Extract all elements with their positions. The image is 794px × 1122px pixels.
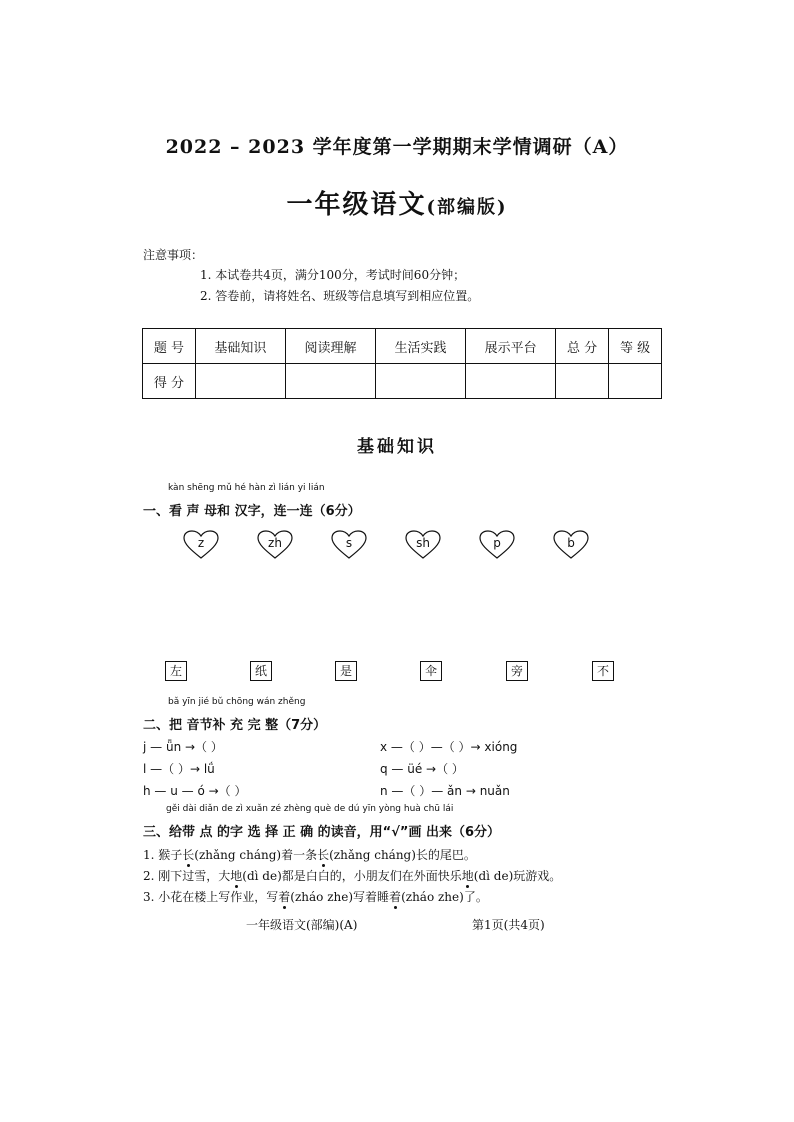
sentence-text: 3. 小花在楼上写作业，写	[143, 890, 279, 904]
heart-initial[interactable]	[553, 530, 589, 560]
section-title: 基础知识	[357, 437, 437, 457]
footer-page: 第1页(共4页)	[472, 918, 545, 932]
heart-initial[interactable]	[183, 530, 219, 560]
sentence-text: 2. 刚下过雪，大	[143, 869, 231, 883]
q2-pinyin: bǎ yīn jié bǔ chōng wán zhěng	[168, 697, 306, 707]
heart-label: p	[493, 536, 501, 550]
score-input[interactable]	[285, 364, 375, 399]
q2-item[interactable]: q — üé →（ ）	[380, 762, 464, 776]
q3-sentence-2[interactable]	[143, 867, 561, 884]
score-input[interactable]	[609, 364, 662, 399]
q2-item[interactable]: x —（ ）—（ ）→ xióng	[380, 740, 518, 754]
char-box[interactable]: 是	[335, 661, 357, 681]
q1-pinyin: kàn shēng mǔ hé hàn zì lián yi lián	[168, 483, 325, 493]
sentence-text: (zháo zhe)写着睡	[290, 890, 390, 904]
sentence-text: (zhǎng cháng)着一条	[194, 848, 318, 862]
sentence-text: 1. 猴子	[143, 848, 183, 862]
sentence-text: (dì de)玩游戏。	[473, 869, 562, 883]
dotted-char: 长	[182, 848, 195, 862]
q2-item[interactable]: n —（ ）— ǎn → nuǎn	[380, 784, 510, 798]
char-box[interactable]: 不	[592, 661, 614, 681]
q3-sentence-3[interactable]	[143, 888, 488, 905]
sentence-text: (dì de)都是白白的，小朋友们在外面快乐	[242, 869, 462, 883]
q2-item[interactable]: j — ǖn →（ ）	[143, 740, 223, 754]
char-box[interactable]: 伞	[420, 661, 442, 681]
cell-basic: 基础知识	[195, 329, 285, 364]
char-box[interactable]: 旁	[506, 661, 528, 681]
heart-initial[interactable]	[257, 530, 293, 560]
char-box[interactable]: 左	[165, 661, 187, 681]
score-table-score-row	[143, 364, 662, 399]
dotted-char: 地	[461, 869, 474, 883]
exam-subtitle	[0, 184, 794, 221]
footer-subject: 一年级语文(部编)(A)	[246, 918, 358, 932]
notice-heading: 注意事项：	[143, 248, 204, 262]
q2-item[interactable]: h — u — ó →（ ）	[143, 784, 247, 798]
score-input[interactable]	[466, 364, 556, 399]
cell-total: 总 分	[556, 329, 609, 364]
char-box[interactable]: 纸	[250, 661, 272, 681]
heart-initial[interactable]	[331, 530, 367, 560]
sentence-text: (zháo zhe)了。	[401, 890, 488, 904]
cell-practice: 生活实践	[376, 329, 466, 364]
heart-label: zh	[268, 536, 282, 550]
q3-pinyin: gěi dài diǎn de zì xuǎn zé zhèng què de dú yīn yòng huà chū lái	[166, 804, 454, 814]
score-table-header-row	[143, 329, 662, 364]
score-input[interactable]	[376, 364, 466, 399]
notice-item-1: 1. 本试卷共4页，满分100分，考试时间60分钟；	[200, 268, 466, 282]
notice-item-2: 2. 答卷前，请将姓名、班级等信息填写到相应位置。	[200, 289, 480, 303]
q2-item[interactable]: l —（ ）→ lǘ	[143, 762, 215, 776]
q1-title: 一、看 声 母和 汉字，连一连（6分）	[143, 504, 361, 519]
dotted-char: 着	[389, 890, 402, 904]
cell-score-label: 得 分	[143, 364, 196, 399]
heart-label: sh	[416, 536, 430, 550]
score-table	[142, 328, 662, 399]
score-input[interactable]	[195, 364, 285, 399]
q2-title: 二、把 音节补 充 完 整（7分）	[143, 718, 327, 733]
heart-label: z	[197, 536, 205, 550]
heart-initial[interactable]	[479, 530, 515, 560]
dotted-char: 长	[317, 848, 330, 862]
heart-label: s	[345, 536, 353, 550]
cell-reading: 阅读理解	[285, 329, 375, 364]
cell-label: 题 号	[143, 329, 196, 364]
subtitle-edition: (部编版)	[426, 197, 508, 218]
heart-label: b	[567, 536, 575, 550]
q3-title: 三、给带 点 的字 选 择 正 确 的读音，用“√”画 出来（6分）	[143, 825, 501, 840]
score-input[interactable]	[556, 364, 609, 399]
dotted-char: 地	[230, 869, 243, 883]
sentence-text: (zhǎng cháng)长的尾巴。	[329, 848, 476, 862]
heart-initial[interactable]	[405, 530, 441, 560]
cell-display: 展示平台	[466, 329, 556, 364]
q3-sentence-1[interactable]	[143, 846, 476, 863]
subtitle-main: 一年级语文	[286, 190, 427, 220]
exam-title: 2022 – 2023 学年度第一学期期末学情调研（A）	[165, 136, 629, 158]
dotted-char: 着	[278, 890, 291, 904]
cell-grade: 等 级	[609, 329, 662, 364]
